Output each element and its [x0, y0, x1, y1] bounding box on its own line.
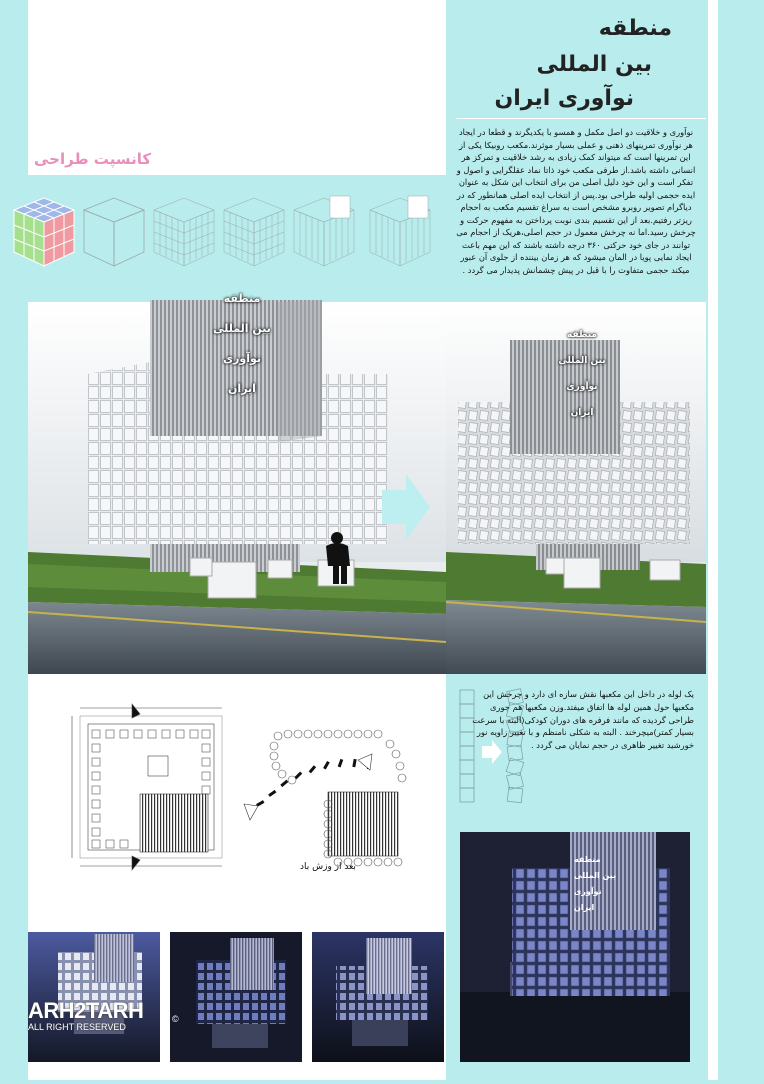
cube-evolution-diagram: [10, 188, 440, 272]
night-sign: [574, 852, 616, 916]
concept-label: کانسپت طراحی: [34, 150, 152, 168]
thumb-render-2: [170, 932, 302, 1062]
night-sign-line-3: نوآوری: [574, 887, 602, 896]
subdivided-cube-icon-1: [154, 198, 214, 266]
watermark-brand: ARH2TARH: [28, 998, 144, 1023]
right-white-divider: [708, 0, 718, 1080]
subdivided-cube-icon-2: [224, 198, 284, 266]
thumb-render-1: [28, 932, 160, 1062]
building-sign-line-1: منطقه: [223, 292, 261, 305]
title-line-2: بین المللی: [536, 52, 652, 77]
top-white-panel: [28, 0, 446, 175]
title-line-1: منطقه: [598, 16, 672, 41]
building-sign-line-4: ایران: [228, 382, 256, 395]
building-sign-line-3: نوآوری: [222, 352, 262, 365]
far-right-band: [718, 0, 764, 1080]
building-sign-rotated: [556, 322, 608, 426]
left-margin-band: [0, 0, 28, 1080]
building-sign: [212, 290, 272, 404]
building-sign-rotated-line-1: منطقه: [567, 330, 597, 340]
watermark-rights: ALL RIGHT RESERVED: [28, 1022, 126, 1032]
wireframe-cube-icon: [84, 198, 144, 266]
thumb-render-3: [312, 932, 444, 1062]
watermark: [28, 998, 179, 1032]
wind-plan-drawing: [244, 730, 406, 866]
building-sign-rotated-line-4: ایران: [570, 408, 594, 418]
transform-arrow-icon: [382, 474, 430, 544]
night-sign-line-1: منطقه: [574, 855, 601, 864]
day-render-rotated: [446, 302, 706, 674]
subdivided-cube-icon-4: [370, 196, 430, 266]
building-sign-rotated-line-2: بین المللی: [558, 356, 606, 366]
site-plan-drawing: [72, 704, 222, 870]
building-sign-line-2: بین المللی: [213, 322, 271, 335]
subdivided-cube-icon-3: [294, 196, 354, 266]
plan-caption: بعد از وزش باد: [300, 862, 356, 872]
title-underline: [456, 118, 706, 119]
night-sign-line-4: ایران: [574, 903, 595, 912]
rubiks-cube-icon: [14, 198, 74, 266]
building-sign-rotated-line-3: نوآوری: [566, 382, 598, 392]
mechanism-text: یک لوله در داخل این مکعبها نقش سازه ای دارد و چرخش این مکعبها حول همین لوله ها اتفاق میفتد.وزن مکعبها هم جوری طراحی گردیده که مانند فرفره های دوران کودکی(البته با سرعت بسیار کمتر)میچرخند . البته به شکلی نامنظم و با تغییر زاویه نور خورشید تغییر ظاهری در حجم نمایان می گردد .: [472, 689, 694, 751]
night-render-large: [460, 832, 690, 1062]
watermark-copyright-symbol: ©: [172, 1014, 179, 1024]
title-line-3: نوآوری ایران: [494, 86, 634, 111]
night-sign-line-2: بین المللی: [574, 871, 616, 880]
description-text: نوآوری و خلاقیت دو اصل مکمل و همسو با یکدیگرند و قطعا در ایجاد هر نوآوری تمرینهای ذهنی و عملی بسیار موثرند.مکعب روبیکا یکی از این تمرینها است که میتواند کمک زیادی به رشد خلاقیت و تمرکز هر انسانی داشته باشد.از طرفی مکعب خود ذاتا نماد عقلگرایی و اصول و تفکر است و این خود دلیل اصلی من برای انتخاب این شکل به عنوان ایده حجمی اولیه طراحی بود.پس از انتخاب ایده اصلی همانطور که در دیاگرام تصویر روبرو مشخص است به سراغ تقسیم مکعب به احجام ریزتر رفتیم.بعد از این تقسیم بندی نوبت پرداختن به مفهوم حرکت و چرخش رسید.اما نه چرخش معمول در حجم اصلی،هریک از احجام می توانند در جای خود حرکتی ۳۶۰ درجه داشته باشند که این مهم باعث ایجاد نمایی پویا در المان میشود که هر زمان بیننده از جلوی آن عبور میکند حجمی متفاوت را با قبل در پیش چشمانش پدیدار می گردد .: [456, 127, 696, 275]
